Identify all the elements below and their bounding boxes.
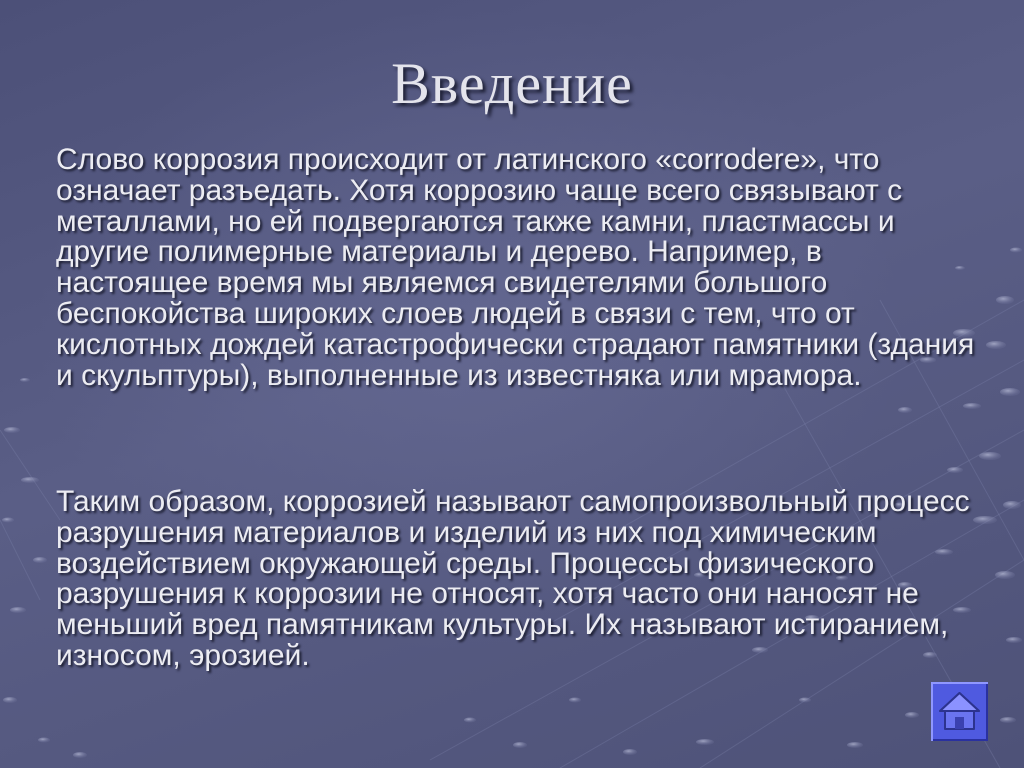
home-icon [935, 687, 984, 736]
slide-title: Введение [391, 51, 633, 116]
paragraph-corrosion-summary: Таким образом, коррозией называют самопроизвольный процесс разрушения материалов и изделий из них под химическим воздействием окружающей среды. Процессы физического разрушения к коррозии не относят, хотя часто они наносят не меньший вред памятникам культуры. Их называют истиранием, износом, эрозией. [56, 485, 970, 672]
paragraph-corrosion-definition: Слово коррозия происходит от латинского «corrodere», что означает разъедать. Хотя коррозию чаще всего связывают с металлами, но ей подвергаются также камни, пластмассы и другие полимерные материалы и дерево. Например, в настоящее время мы являемся свидетелями большого беспокойства широких слоев людей в связи с тем, что от кислотных дождей катастрофически страдают памятники (здания и скульптуры), выполненные из известняка или мрамора. [56, 143, 975, 392]
home-button[interactable] [931, 682, 988, 741]
